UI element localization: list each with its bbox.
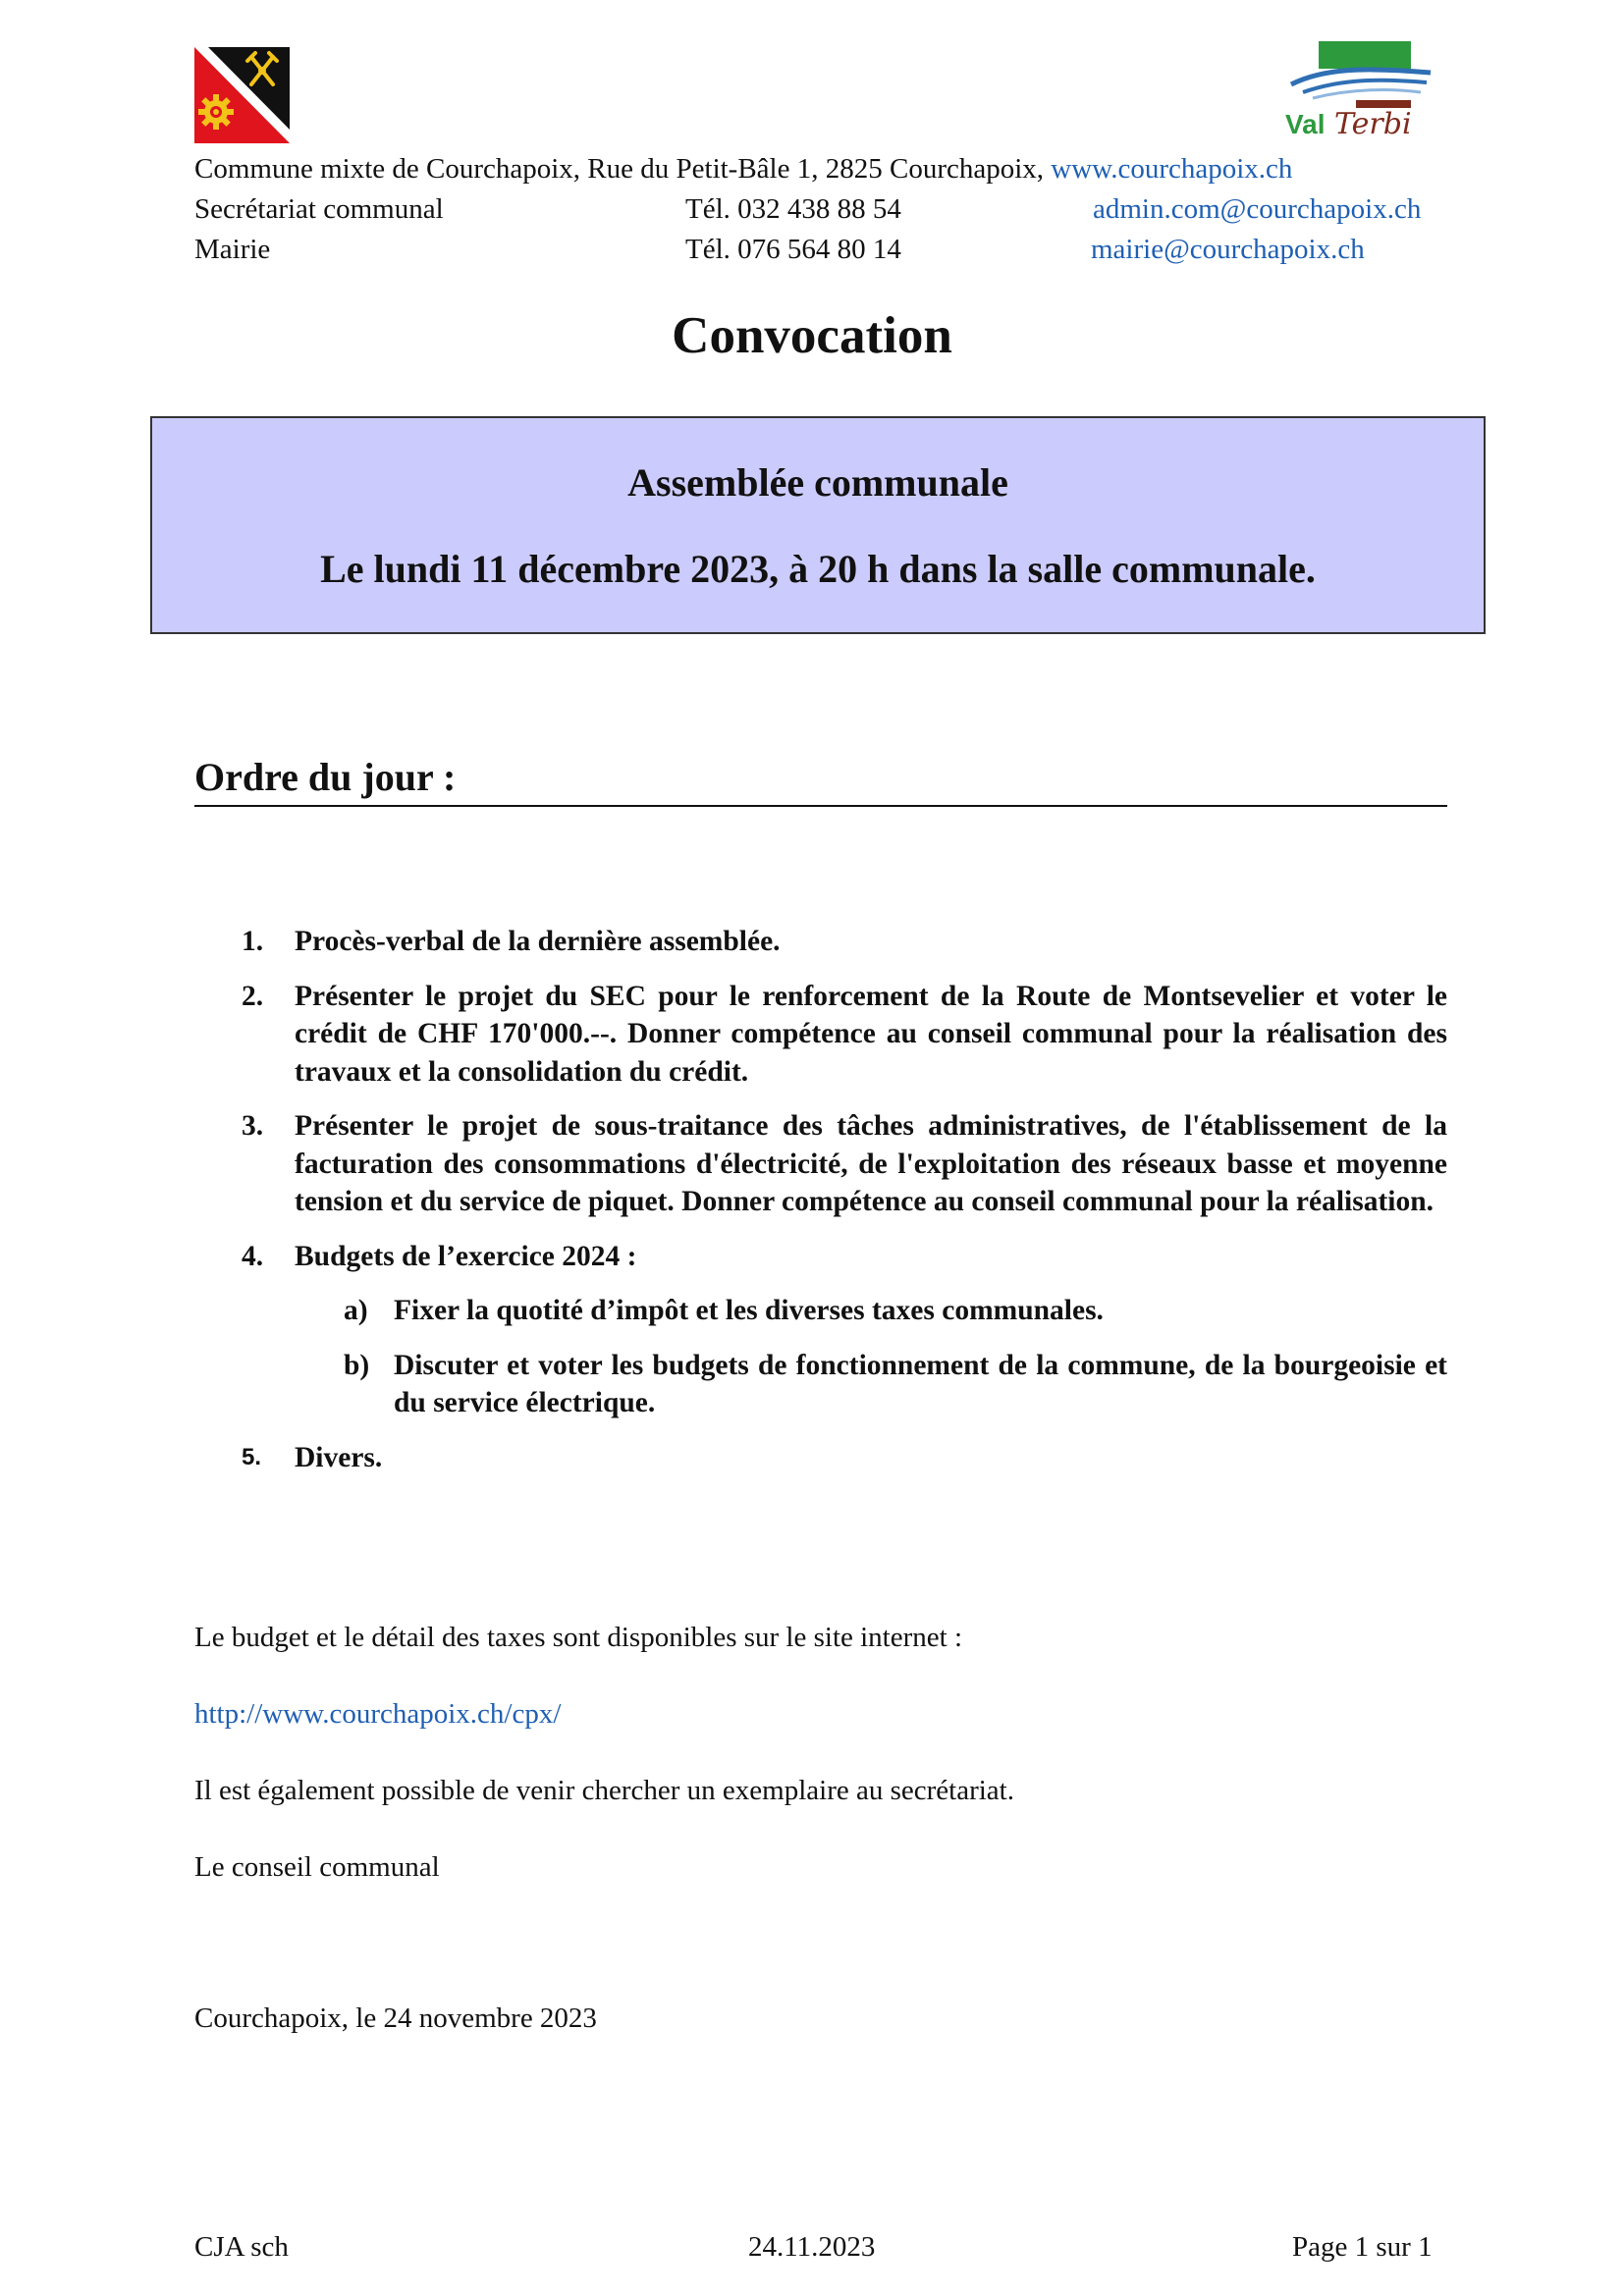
page-title: Convocation xyxy=(672,307,952,364)
agenda-item xyxy=(194,978,1447,1092)
secretariat-label: Secrétariat communal xyxy=(194,193,444,225)
agenda-item-text: Budgets de l’exercice 2024 : xyxy=(295,1240,637,1272)
signature-text: Le conseil communal xyxy=(194,1851,440,1883)
agenda-heading-rule xyxy=(194,805,1447,807)
agenda-subitem-text: Fixer la quotité d’impôt et les diverses taxes communales. xyxy=(394,1295,1104,1326)
agenda-item-number: 5. xyxy=(242,1443,262,1470)
budget-info-text: Le budget et le détail des taxes sont disponibles sur le site internet : xyxy=(194,1622,963,1653)
valterbi-logo xyxy=(1283,39,1438,141)
agenda-subitem xyxy=(194,1292,1447,1330)
logo-text-val: Val xyxy=(1285,109,1326,139)
agenda-list xyxy=(194,923,1447,1493)
footer-page-number: Page 1 sur 1 xyxy=(1292,2231,1433,2263)
agenda-subitem-text: Discuter et voter les budgets de fonctionnement de la commune, de la bourgeoisie et du service électrique. xyxy=(394,1349,1447,1418)
agenda-item xyxy=(194,1107,1447,1221)
agenda-subitem-letter: b) xyxy=(344,1349,370,1381)
valterbi-logo-icon xyxy=(1283,39,1438,141)
agenda-item xyxy=(194,923,1447,961)
secretariat-info-text: Il est également possible de venir chercher un exemplaire au secrétariat. xyxy=(194,1775,1014,1806)
logo-text-terbi: Terbi xyxy=(1334,107,1412,141)
agenda-item-text: Divers. xyxy=(295,1441,383,1473)
agenda-item-text: Présenter le projet du SEC pour le renforcement de la Route de Montsevelier et voter le crédit de CHF 170'000.--. Donner compétence au conseil communal pour la réalisation des travaux et la consolidation du crédit. xyxy=(295,980,1447,1088)
agenda-heading: Ordre du jour : xyxy=(194,755,457,799)
agenda-item xyxy=(194,1238,1447,1276)
mairie-label: Mairie xyxy=(194,234,271,265)
agenda-subitem xyxy=(194,1347,1447,1422)
secretariat-email-link[interactable]: admin.com@courchapoix.ch xyxy=(1093,193,1422,225)
agenda-item-text: Présenter le projet de sous-traitance des tâches administratives, de l'établissement de la facturation des consommations d'électricité, de l'exploitation des réseaux basse et moyenne tension et du service de piquet. Donner compétence au conseil communal pour la réalisation. xyxy=(295,1110,1447,1217)
address-text: Commune mixte de Courchapoix, Rue du Petit-Bâle 1, 2825 Courchapoix, xyxy=(194,153,1045,185)
agenda-item-number: 2. xyxy=(242,980,264,1012)
website-link[interactable]: www.courchapoix.ch xyxy=(1051,153,1293,185)
mairie-phone: Tél. 076 564 80 14 xyxy=(685,234,901,265)
header-line-1 xyxy=(194,149,1292,188)
assembly-title: Assemblée communale xyxy=(627,460,1008,505)
mairie-email-link[interactable]: mairie@courchapoix.ch xyxy=(1091,234,1365,265)
commune-crest-icon xyxy=(194,47,290,143)
agenda-item-number: 1. xyxy=(242,926,264,957)
agenda-item-number: 4. xyxy=(242,1240,264,1272)
budget-link[interactable]: http://www.courchapoix.ch/cpx/ xyxy=(194,1698,562,1730)
footer-date: 24.11.2023 xyxy=(748,2231,876,2263)
secretariat-phone: Tél. 032 438 88 54 xyxy=(685,193,901,225)
agenda-item-number: 3. xyxy=(242,1110,264,1142)
date-place-text: Courchapoix, le 24 novembre 2023 xyxy=(194,2002,597,2034)
agenda-item xyxy=(194,1439,1447,1477)
assembly-date: Le lundi 11 décembre 2023, à 20 h dans la salle communale. xyxy=(320,547,1316,591)
assembly-box xyxy=(150,416,1486,634)
agenda-subitem-letter: a) xyxy=(344,1295,368,1326)
footer-reference: CJA sch xyxy=(194,2231,289,2263)
agenda-item-text: Procès-verbal de la dernière assemblée. xyxy=(295,926,781,957)
